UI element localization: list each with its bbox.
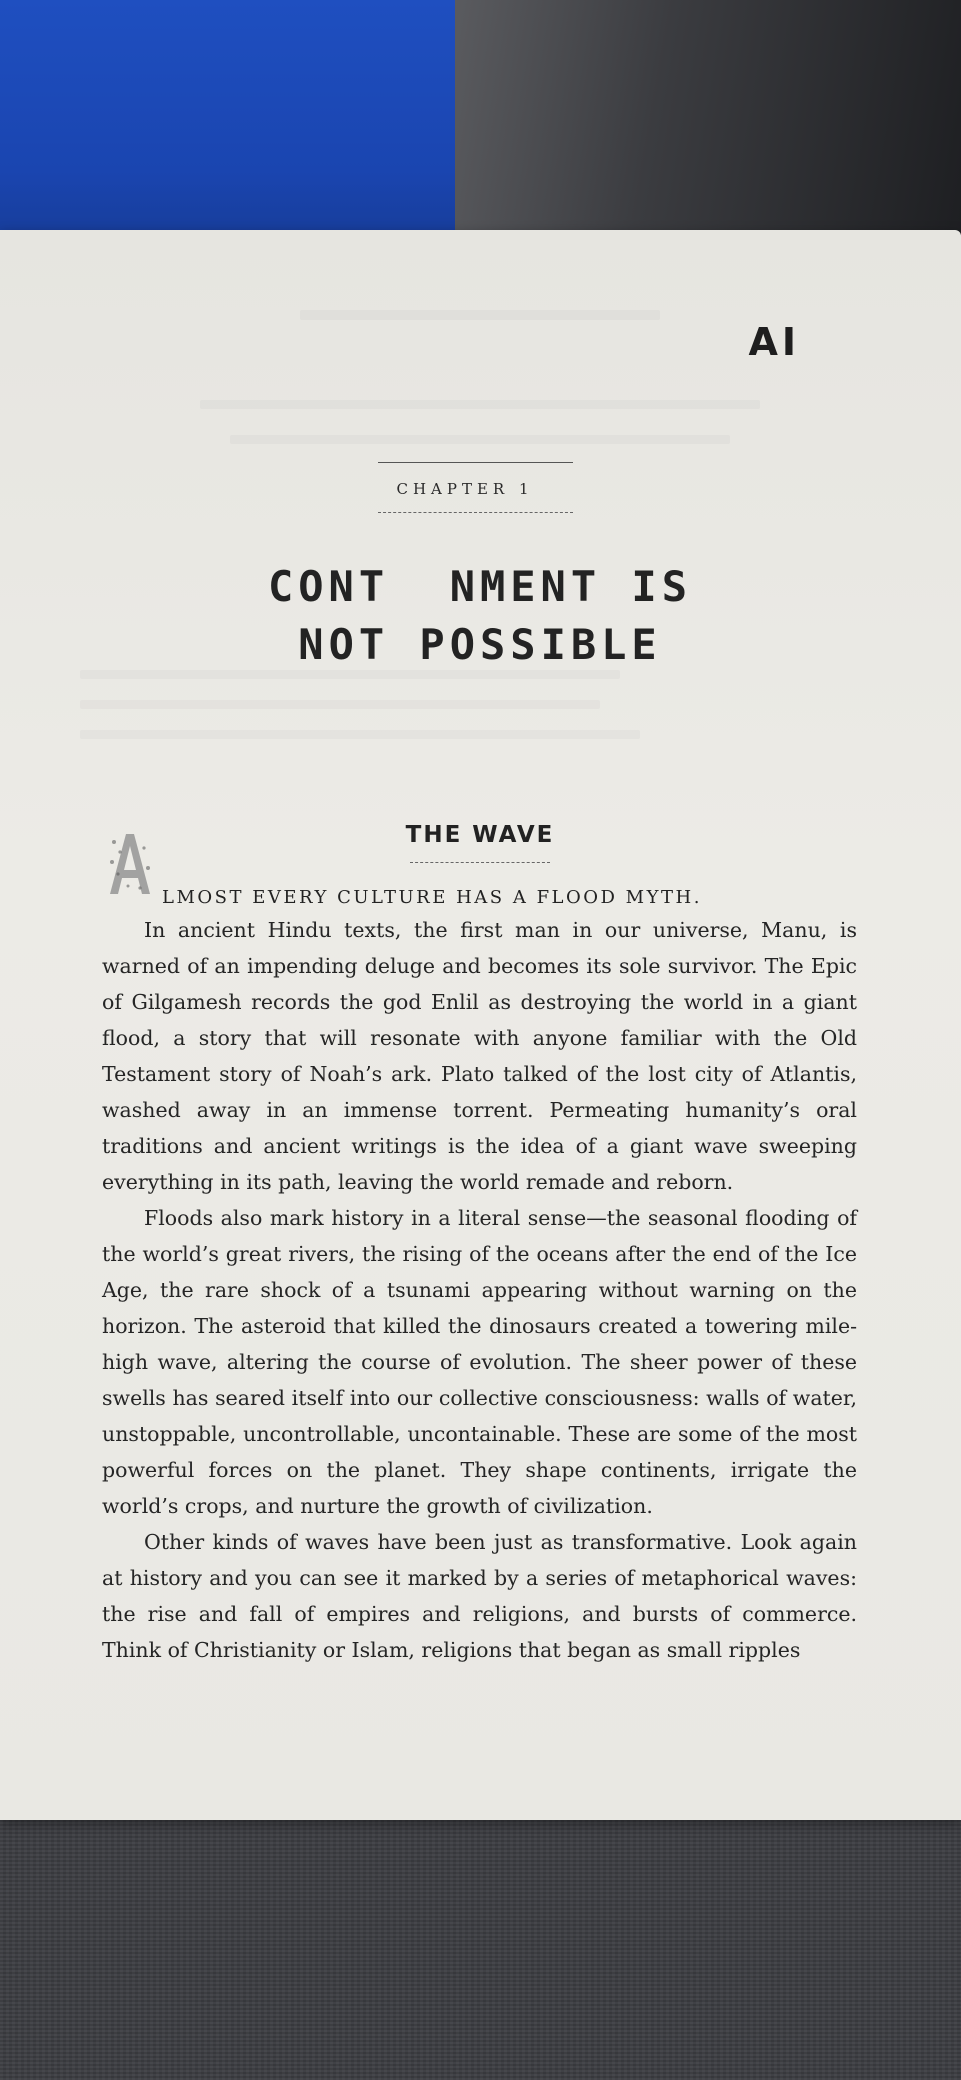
body-text [102,912,857,1668]
section-lead-in: LMOST EVERY CULTURE HAS A FLOOD MYTH. [162,887,702,908]
chapter-rule-bottom [378,512,573,513]
running-head: AI [748,320,800,364]
bleed-through [230,435,730,444]
background-dark-object [455,0,961,245]
bleed-through [200,400,760,409]
book-page [0,230,961,1820]
paragraph: In ancient Hindu texts, the first man in our universe, Manu, is warned of an impending deluge and becomes its sole survivor. The Epic of Gilgamesh records the god Enlil as destroying the world in a giant flood, a story that will resonate with anyone familiar with the Old Testament story of Noah’s ark. Plato talked of the lost city of Atlantis, washed away in an immense torrent. Permeating humanity’s oral traditions and ancient writings is the idea of a giant wave sweeping everything in its path, leaving the world remade and reborn. [102,918,857,1194]
background-blue-object [0,0,485,245]
bleed-through [80,700,600,709]
chapter-title: CONT NMENT IS NOT POSSIBLE [267,562,692,669]
background-fabric [0,1810,961,2080]
bleed-through [300,310,660,320]
bleed-through [80,730,640,739]
chapter-rule-top [378,462,573,463]
ornamental-letter-a-icon [104,828,154,898]
section-rule [410,862,550,863]
section-title: THE WAVE [405,822,555,848]
paragraph: Other kinds of waves have been just as transformative. Look again at history and you can see it marked by a series of metaphorical waves: the rise and fall of empires and religions, and bursts of commerce. Think of Christianity or Islam, religions that began as small ripples [102,1530,857,1662]
paragraph: Floods also mark history in a literal sense—the seasonal flooding of the world’s great rivers, the rising of the oceans after the end of the Ice Age, the rare shock of a tsunami appearing without warning on the horizon. The asteroid that killed the dinosaurs created a towering mile-high wave, altering the course of evolution. The sheer power of these swells has seared itself into our collective consciousness: walls of water, unstoppable, uncontrollable, uncontainable. These are some of the most powerful forces on the planet. They shape continents, irrigate the world’s crops, and nurture the growth of civilization. [102,1206,857,1518]
chapter-label: CHAPTER 1 [396,480,534,498]
